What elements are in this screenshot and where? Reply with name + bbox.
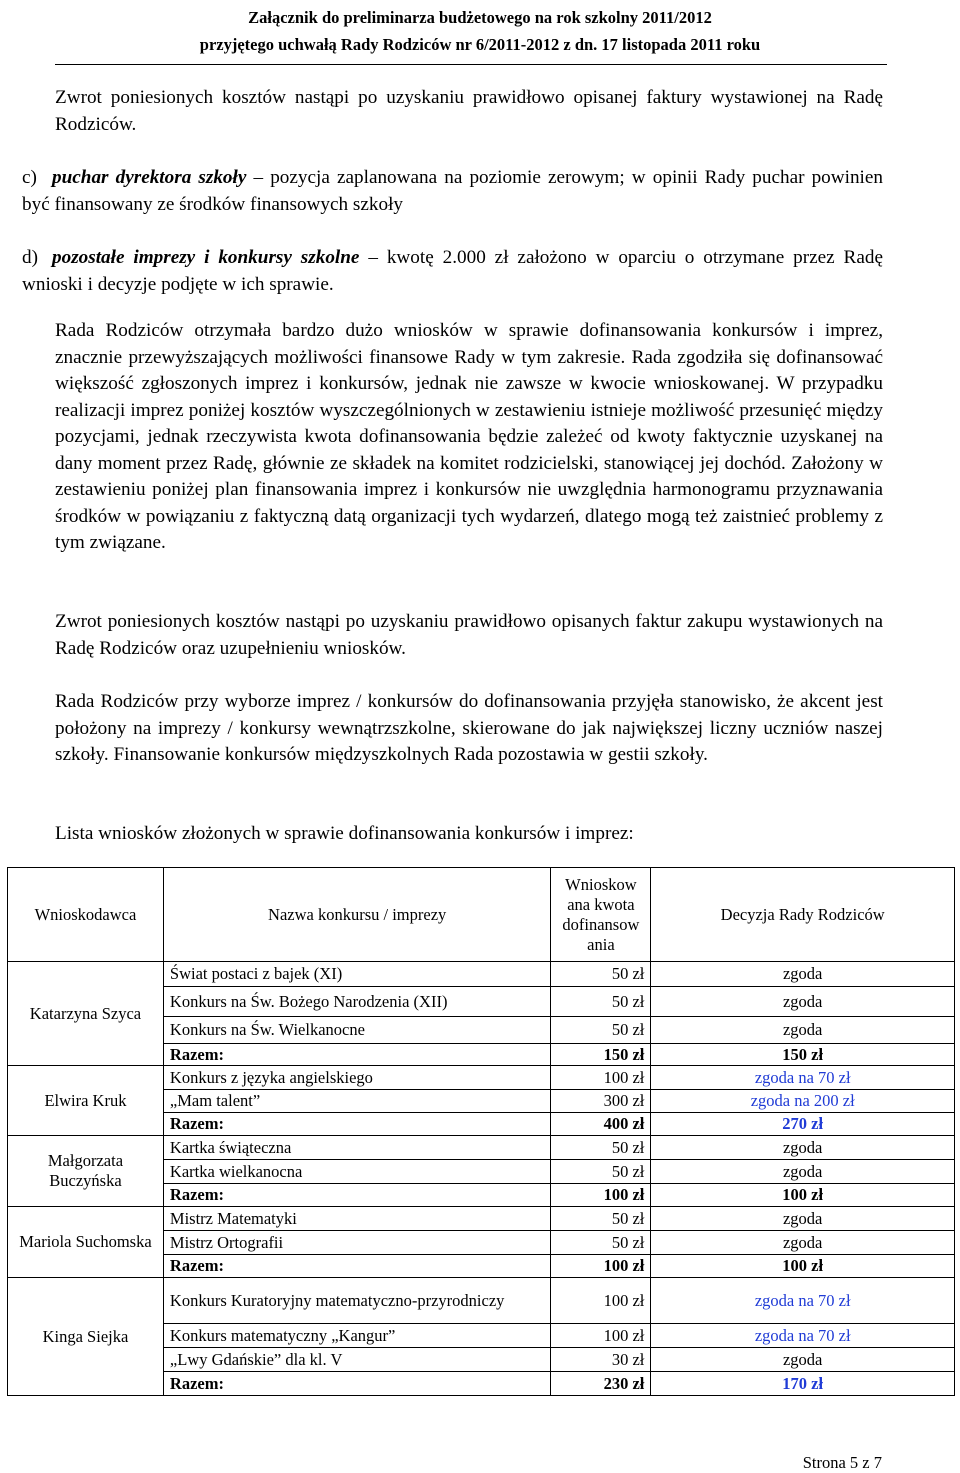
table-row (8, 1136, 955, 1160)
amount-cell: 50 zł (551, 1017, 651, 1044)
amount-cell: 300 zł (551, 1090, 651, 1113)
item-c-label: c) (22, 167, 37, 188)
amount-cell: 50 zł (551, 1160, 651, 1184)
decision-cell: zgoda (651, 962, 955, 987)
decision-cell: zgoda na 70 zł (651, 1324, 955, 1348)
table-row (8, 1278, 955, 1324)
event-name-cell: Mistrz Ortografii (163, 1231, 551, 1255)
total-amount: 230 zł (551, 1372, 651, 1396)
total-amount: 400 zł (551, 1113, 651, 1136)
item-c (22, 165, 883, 218)
total-decision: 150 zł (651, 1044, 955, 1066)
applicant-cell: Katarzyna Szyca (8, 962, 164, 1066)
total-amount: 100 zł (551, 1255, 651, 1278)
header-divider (55, 64, 887, 65)
applicant-cell: Kinga Siejka (8, 1278, 164, 1396)
decision-cell: zgoda na 70 zł (651, 1278, 955, 1324)
item-c-text: – pozycja zaplanowana na poziomie zerowym; w opinii Rady puchar powinien być finansowany ze środków finansowych szkoły (22, 167, 883, 215)
paragraph-applications: Rada Rodziców otrzymała bardzo dużo wniosków w sprawie dofinansowania konkursów i imprez, znacznie przewyższających możliwości finansowe Rady w tym zakresie. Rada zgodziła się dofinansować większość zgłoszonych imprez i konkursów, jednak nie zawsze w kwocie wnioskowanej. W przypadku realizacji imprez poniżej kosztów wyszczególnionych w zestawieniu istnieje możliwość przesunięć między pozycjami, jednak rzeczywista kwota dofinansowania będzie zależeć od kwoty faktycznie uzyskanej na dany moment przez Radę, głównie ze składek na komitet rodzicielski, stanowiącej jej dochód. Założony w zestawieniu poniżej plan finansowania imprez i konkursów nie uwzględnia harmonogramu przyznawania środków w powiązaniu z faktyczną datą organizacji tych wydarzeń, dlatego mogą też zaistnieć problemy z tym związane. (55, 320, 883, 553)
event-name-cell: Świat postaci z bajek (XI) (163, 962, 551, 987)
decision-cell: zgoda (651, 1017, 955, 1044)
header-applicant: Wnioskodawca (8, 868, 164, 962)
event-name-cell: Konkurs matematyczny „Kangur” (163, 1324, 551, 1348)
total-label: Razem: (163, 1255, 551, 1278)
total-decision: 100 zł (651, 1255, 955, 1278)
decision-cell: zgoda (651, 987, 955, 1017)
applicant-cell: Elwira Kruk (8, 1066, 164, 1136)
event-name-cell: Konkurs na Św. Wielkanocne (163, 1017, 551, 1044)
event-name-cell: Kartka wielkanocna (163, 1160, 551, 1184)
applicant-cell: Mariola Suchomska (8, 1207, 164, 1278)
total-label: Razem: (163, 1044, 551, 1066)
event-name-cell: „Lwy Gdańskie” dla kl. V (163, 1348, 551, 1372)
decision-cell: zgoda (651, 1136, 955, 1160)
total-amount: 150 zł (551, 1044, 651, 1066)
list-title: Lista wniosków złożonych w sprawie dofinansowania konkursów i imprez: (55, 823, 634, 844)
paragraph-policy: Rada Rodziców przy wyborze imprez / konkursów do dofinansowania przyjęła stanowisko, że akcent jest położony na imprezy / konkursy wewnątrzszkolne, skierowane do jak największej liczny uczniów naszej szkoły. Finansowanie konkursów międzyszkolnych Rada pozostawia w gestii szkoły. (55, 691, 883, 765)
decision-cell: zgoda na 200 zł (651, 1090, 955, 1113)
event-name-cell: Konkurs z języka angielskiego (163, 1066, 551, 1090)
amount-cell: 50 zł (551, 1207, 651, 1231)
table-header-row (8, 868, 955, 962)
total-decision: 270 zł (651, 1113, 955, 1136)
amount-cell: 100 zł (551, 1278, 651, 1324)
total-label: Razem: (163, 1372, 551, 1396)
amount-cell: 50 zł (551, 962, 651, 987)
item-d-term: pozostałe imprezy i konkursy szkolne (52, 247, 360, 268)
paragraph-refund-2: Zwrot poniesionych kosztów nastąpi po uzyskaniu prawidłowo opisanych faktur zakupu wystawionych na Radę Rodziców oraz uzupełnieniu wniosków. (55, 611, 883, 659)
amount-cell: 30 zł (551, 1348, 651, 1372)
item-d-label: d) (22, 247, 38, 268)
item-d (22, 245, 883, 298)
amount-cell: 100 zł (551, 1066, 651, 1090)
document-header (0, 4, 960, 58)
header-amount: Wnioskow ana kwota dofinansow ania (551, 868, 651, 962)
paragraph-refund-1: Zwrot poniesionych kosztów nastąpi po uzyskaniu prawidłowo opisanej faktury wystawionej na Radę Rodziców. (55, 87, 883, 135)
total-label: Razem: (163, 1184, 551, 1207)
amount-cell: 50 zł (551, 987, 651, 1017)
event-name-cell: „Mam talent” (163, 1090, 551, 1113)
header-decision: Decyzja Rady Rodziców (651, 868, 955, 962)
table-row (8, 962, 955, 987)
applications-table (7, 867, 955, 1396)
decision-cell: zgoda (651, 1160, 955, 1184)
item-d-text: – kwotę 2.000 zł założono w oparciu o otrzymane przez Radę wnioski i decyzje podjęte w ich sprawie. (22, 247, 883, 295)
event-name-cell: Kartka świąteczna (163, 1136, 551, 1160)
amount-cell: 100 zł (551, 1324, 651, 1348)
header-line-2: przyjętego uchwałą Rady Rodziców nr 6/2011-2012 z dn. 17 listopada 2011 roku (199, 35, 761, 54)
decision-cell: zgoda (651, 1207, 955, 1231)
amount-cell: 50 zł (551, 1231, 651, 1255)
header-line-1: Załącznik do preliminarza budżetowego na rok szkolny 2011/2012 (248, 8, 712, 27)
table-row (8, 1207, 955, 1231)
event-name-cell: Konkurs na Św. Bożego Narodzenia (XII) (163, 987, 551, 1017)
item-c-term: puchar dyrektora szkoły (52, 167, 247, 188)
applicant-cell: Małgorzata Buczyńska (8, 1136, 164, 1207)
decision-cell: zgoda (651, 1348, 955, 1372)
total-decision: 100 zł (651, 1184, 955, 1207)
total-label: Razem: (163, 1113, 551, 1136)
page-number: Strona 5 z 7 (802, 1453, 882, 1472)
amount-cell: 50 zł (551, 1136, 651, 1160)
decision-cell: zgoda (651, 1231, 955, 1255)
event-name-cell: Mistrz Matematyki (163, 1207, 551, 1231)
header-name: Nazwa konkursu / imprezy (163, 868, 551, 962)
decision-cell: zgoda na 70 zł (651, 1066, 955, 1090)
table-row (8, 1066, 955, 1090)
total-amount: 100 zł (551, 1184, 651, 1207)
total-decision: 170 zł (651, 1372, 955, 1396)
event-name-cell: Konkurs Kuratoryjny matematyczno-przyrodniczy (163, 1278, 551, 1324)
